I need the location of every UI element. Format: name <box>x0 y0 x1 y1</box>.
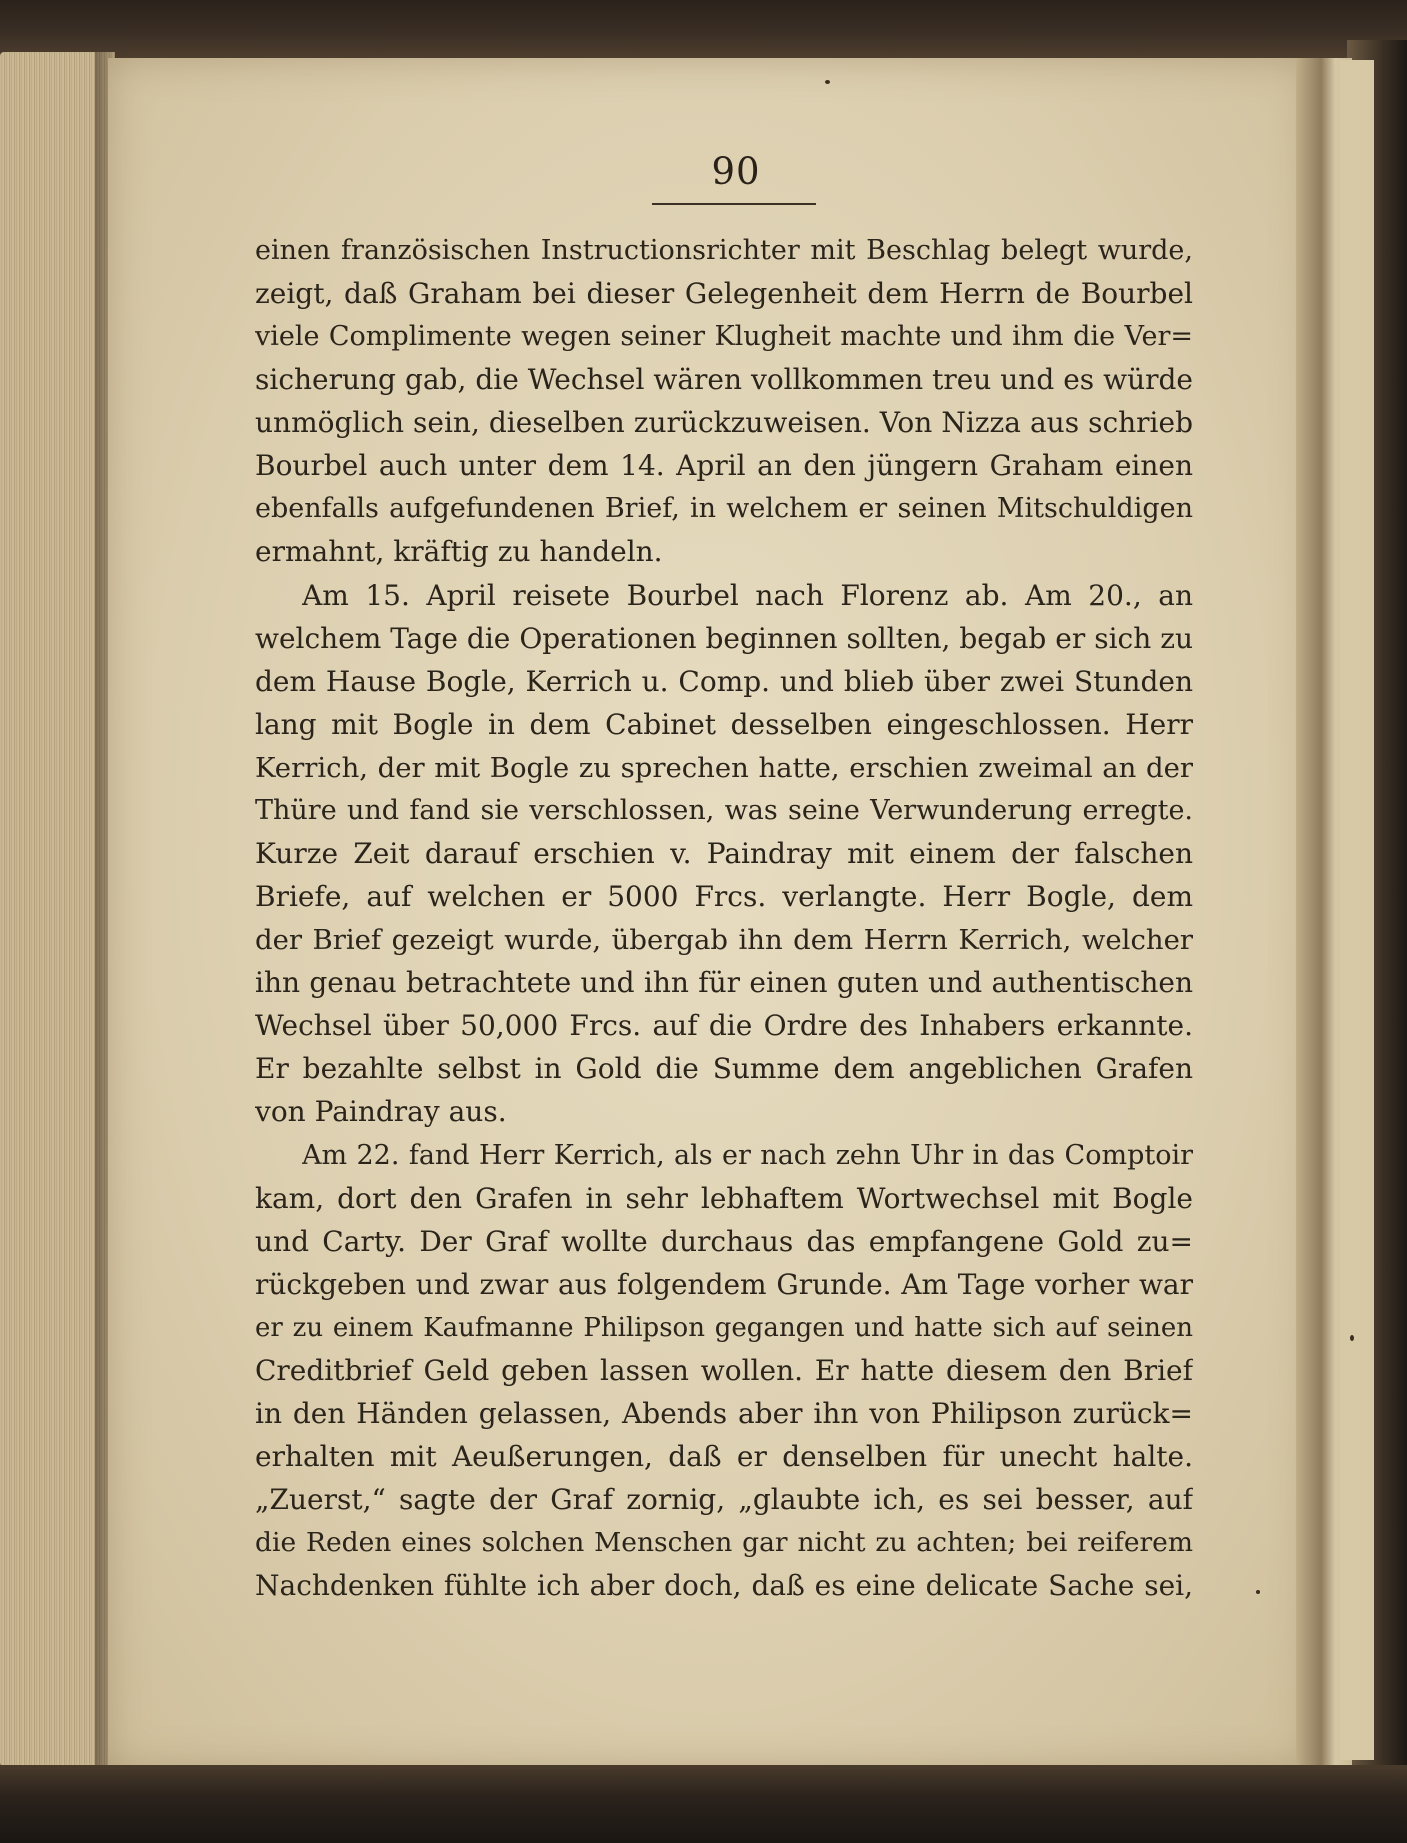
page-number: 90 <box>711 150 761 193</box>
text-line: Er bezahlte selbst in Gold die Summe dem angeblichen Grafen <box>255 1052 1193 1085</box>
text-line: ihn genau betrachtete und ihn für einen guten und authentischen <box>255 966 1193 999</box>
paper-speck <box>1256 1590 1260 1594</box>
paper-speck <box>1350 1335 1354 1341</box>
facing-page-edge <box>1340 60 1374 1760</box>
text-line: in den Händen gelassen, Abends aber ihn von Philipson zurück= <box>255 1397 1193 1430</box>
text-line: der Brief gezeigt wurde, übergab ihn dem Herrn Kerrich, welcher <box>255 924 1193 956</box>
text-line: ermahnt, kräftig zu handeln. <box>255 535 663 568</box>
text-line: Kurze Zeit darauf erschien v. Paindray mit einem der falschen <box>255 837 1193 870</box>
text-line: Bourbel auch unter dem 14. April an den jüngern Graham einen <box>255 449 1193 482</box>
text-line: von Paindray aus. <box>255 1095 507 1128</box>
text-line: Kerrich, der mit Bogle zu sprechen hatte, erschien zweimal an der <box>255 752 1193 784</box>
text-line: er zu einem Kaufmanne Philipson gegangen und hatte sich auf seinen <box>255 1313 1193 1343</box>
text-line: Thüre und fand sie verschlossen, was seine Verwunderung erregte. <box>255 795 1193 826</box>
text-line: „Zuerst,“ sagte der Graf zornig, „glaubte ich, es sei besser, auf <box>255 1483 1193 1516</box>
text-line: rückgeben und zwar aus folgendem Grunde. Am Tage vorher war <box>255 1268 1193 1301</box>
text-line: Wechsel über 50,000 Frcs. auf die Ordre des Inhabers erkannte. <box>255 1009 1193 1042</box>
text-line: Briefe, auf welchen er 5000 Frcs. verlangte. Herr Bogle, dem <box>255 880 1193 913</box>
text-line: zeigt, daß Graham bei dieser Gelegenheit dem Herrn de Bourbel <box>255 277 1193 310</box>
cover-board-top <box>0 0 1407 62</box>
text-line: die Reden eines solchen Menschen gar nicht zu achten; bei reiferem <box>255 1527 1193 1558</box>
text-line: sicherung gab, die Wechsel wären vollkommen treu und es würde <box>255 363 1193 396</box>
text-line: unmöglich sein, dieselben zurückzuweisen. Von Nizza aus schrieb <box>255 406 1193 439</box>
text-line: ebenfalls aufgefundenen Brief, in welchem er seinen Mitschuldigen <box>255 493 1193 524</box>
text-line: dem Hause Bogle, Kerrich u. Comp. und blieb über zwei Stunden <box>255 665 1193 698</box>
text-line: erhalten mit Aeußerungen, daß er denselben für unecht halte. <box>255 1440 1193 1473</box>
page-number-rule <box>652 203 816 205</box>
text-line: welchem Tage die Operationen beginnen sollten, begab er sich zu <box>255 622 1193 655</box>
text-line: Creditbrief Geld geben lassen wollen. Er hatte diesem den Brief <box>255 1354 1193 1387</box>
paragraph-start-line: Am 22. fand Herr Kerrich, als er nach zehn Uhr in das Comptoir <box>302 1140 1193 1171</box>
paper-speck <box>825 80 830 84</box>
text-line: Nachdenken fühlte ich aber doch, daß es eine delicate Sache sei, <box>255 1569 1193 1602</box>
text-line: lang mit Bogle in dem Cabinet desselben eingeschlossen. Herr <box>255 708 1193 741</box>
text-line: und Carty. Der Graf wollte durchaus das empfangene Gold zu= <box>255 1225 1193 1258</box>
paragraph-start-line: Am 15. April reisete Bourbel nach Florenz ab. Am 20., an <box>302 579 1193 612</box>
text-line: einen französischen Instructionsrichter mit Beschlag belegt wurde, <box>255 235 1193 266</box>
text-line: viele Complimente wegen seiner Klugheit machte und ihm die Ver= <box>255 321 1193 352</box>
text-line: kam, dort den Grafen in sehr lebhaftem Wortwechsel mit Bogle <box>255 1182 1193 1215</box>
cover-board-bottom <box>0 1765 1407 1843</box>
